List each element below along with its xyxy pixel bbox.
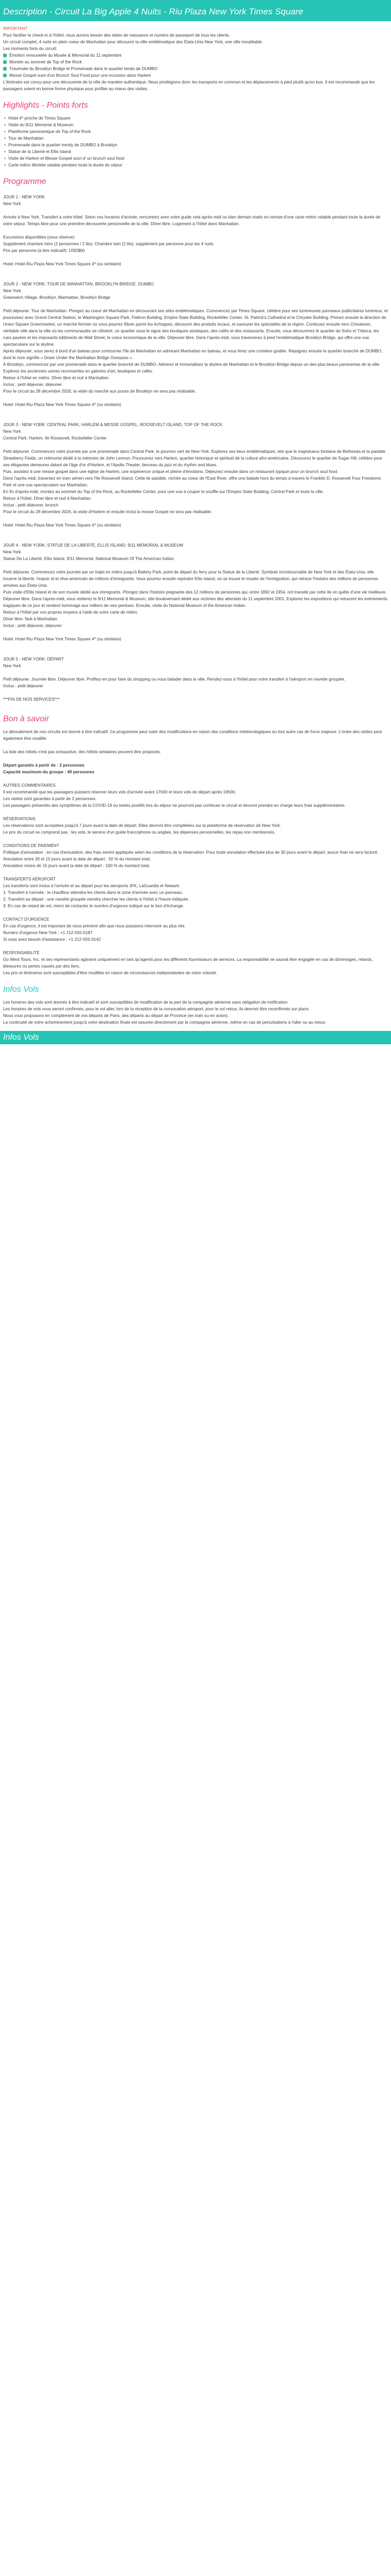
day-text: Inclus : petit déjeuner xyxy=(3,684,43,688)
bon-text: En cas d'urgence, il est important de nous prévenir afin que nous puissions intervenir au plus vite. xyxy=(3,924,186,928)
day-text: Pour le circuit du 28 décembre 2026, la visite du marché aux puces de Brooklyn ne sera pas réalisable. xyxy=(3,389,197,394)
programme-title: Programme xyxy=(3,177,46,186)
bon-capacity: Capacité maximum du groupe : 49 personnes xyxy=(3,770,94,774)
day-place: New York xyxy=(3,664,21,668)
day-text: Inclus : petit déjeuner, déjeuner xyxy=(3,623,62,628)
day-text: Déjeuner libre. Dans l'après-midi, vous visiterez le 9/11 Memorial & Museum, site bouleversant dédié aux victimes des attentats du 11 septembre 2001. Explorez les expositions qui retracent les événements tragiques de ce jour et rendent hommage aux milliers de vies perdues. Ensuite, visite du National Museum of the American Indian. xyxy=(3,597,387,608)
day-sub: Statue De La Liberté, Ellis Island, 9/11 Memorial, National Museum Of The American Indian xyxy=(3,556,174,561)
content xyxy=(0,25,391,1026)
day-text: Retour à l'hôtel. Dîner libre et nuit à Manhattan. xyxy=(3,496,92,501)
page-title: Description - Circuit La Big Apple 4 Nuits - Riu Plaza New York Times Square xyxy=(3,7,303,16)
day-place: New York xyxy=(3,429,21,434)
section-heading: TRANSFERTS AÉROPORT xyxy=(3,877,56,882)
day-heading: JOUR 3 - NEW YORK: CENTRAL PARK, HARLEM & MESSE GOSPEL, ROOSEVELT ISLAND, TOP OF THE ROCK xyxy=(3,422,223,427)
list-item: • Hotel 4* proche de Times Square xyxy=(3,115,388,122)
list-item: • Plateforme panoramique de Top of the Rock xyxy=(3,128,388,135)
bon-text: Les prix et itinéraires sont susceptibles d'être modifiés en raison de circonstances indépendantes de notre volonté. xyxy=(3,971,217,975)
bon-text: 2. Transfert au départ : une navette groupée viendra chercher les clients à l'hôtel à l'heure indiquée. xyxy=(3,897,189,902)
bon-text: Si vous avez besoin d'assistance : +1 212-555-0142 xyxy=(3,937,101,942)
section-heading: CONDITIONS DE PAIEMENT xyxy=(3,843,59,848)
infos-text: Nous vous proposons en complément de vos départs de Paris, des départs au départ de Province (en train ou en avion). xyxy=(3,1013,229,1018)
bon-text: Go West Tours, Inc. et ses représentants agissent uniquement en tant qu'agents pour les différents fournisseurs de services. La responsabilité ne saurait être engagée en cas de dommages, retards, blessures ou pertes causés par des tiers. xyxy=(3,957,373,969)
day-hotel: Hotel: Hotel Riu Plaza New York Times Square 4* (ou similaire) xyxy=(3,637,121,641)
bon-text: 3. En cas de retard de vol, merci de contacter le numéro d'urgence indiqué sur le bon d'échange. xyxy=(3,904,184,908)
day-place: New York xyxy=(3,289,21,293)
bon-text: 1. Transfert à l'arrivée : le chauffeur attendra les clients dans la zone d'arrivée avec un panneau. xyxy=(3,890,183,895)
day-sub: Central Park, Harlem, Ile Roosevelt, Rockefeller Center xyxy=(3,436,107,440)
list-item: Montée au sommet de Top of the Rock xyxy=(3,59,388,65)
list-item: • Promenade dans le quartier trendy de DUMBO à Brooklyn xyxy=(3,142,388,148)
list-item: • Statue de la Liberté et Ellis Island xyxy=(3,148,388,155)
day-hotel: Hotel: Hotel Riu Plaza New York Times Square 4* (ou similaire) xyxy=(3,262,121,266)
day-text: En fin d'après-midi, montez au sommet du Top of the Rock, au Rockefeller Center, pour une vue à couper le souffle sur l'Empire State Building, Central Park et toute la ville. xyxy=(3,489,324,494)
day-heading: JOUR 4 - NEW YORK: STATUE DE LA LIBERTÉ, ELLIS ISLAND, 9/11 MEMORIAL & MUSEUM xyxy=(3,543,183,548)
bon-text: Le prix du circuit ne comprend pas : les vols, le service d'un guide francophone ou anglais, les dépenses personnelles, les repas non mentionnés. xyxy=(3,830,275,835)
day-text: À Brooklyn, commencez par une promenade dans le quartier branché de DUMBO. Admirez et immortalisez la skyline de Manhattan et le Brooklyn Bridge depuis un des plus beaux panoramas de la ville. Explorez les anciennes usines reconverties en galeries d'art, boutiques et cafés. xyxy=(3,362,381,374)
infos-vols-title: Infos Vols xyxy=(3,985,39,994)
day-text: Pour le circuit du 28 décembre 2026, la visite d'Harlem et ensuite inclut la messe Gospel ne sera pas réalisable. xyxy=(3,510,213,514)
highlights-list xyxy=(3,115,388,168)
bon-text: Les transferts sont inclus à l'arrivée et au départ pour les aéroports JFK, LaGuardia et Newark. xyxy=(3,884,181,888)
day-text: Inclus : petit déjeuner, brunch xyxy=(3,503,58,507)
day-text: Arrivée à New York. Transfert à votre hôtel. Selon vos horaires d'arrivée, rencontrez avec votre guide cela après-midi ou bien demain matin en remise d'une carte métro valable pendant toute la durée de votre séjour. Temps libre pour une première découverte personnelle de la ville. Dîner libre. Logement à l'hôtel dans Manhattan. xyxy=(3,215,381,226)
important-line: Un circuit complet, 4 nuits en plein coeur de Manhattan pour découvrir la ville emblématique des États-Unis New York, une ville inoubliable. xyxy=(3,40,263,44)
day-place: New York xyxy=(3,550,21,554)
day-sub: Greenwich Village, Brooklyn, Manhattan, Brooklyn Bridge xyxy=(3,295,110,300)
day-place: New York xyxy=(3,201,21,206)
day-text: Petit déjeuner. Tour de Manhattan. Plongez au coeur de Manhattan en découvrant ses sites emblématiques. Commencez par Times Square, célèbre pour ses lumineuses panneaux publicitaires lumineux, et poursuivez avec Grand Central Station, le Washington Square Park, Flatiron Building, Empire State Building, Rockefeller Center, St. Patrick's Cathedral et le Chrysler Building. Prenez ensuite la direction de Union Square Greenmarket, un marché fermier où vous pourrez flâner parmi les échoppes, découvrir des produits locaux, et savourer les spécialités de la région. Continuez ensuite vers Chinatown, véritable ville dans la ville où les communautés se côtoient, un quartier sous le signe des boutiques asiatiques, des cafés et des restaurants. Ensuite, vous découvrirez le quartier de Soho et Tribeca, les rues pavées et les imposants bâtiments de Wall Street, le coeur économique de la ville. Déjeuner libre. Dans l'après-midi, vous traverserez à pied l'emblématique Brooklyn Bridge, qui offre une vue spectaculaire sur la skyline. xyxy=(3,309,388,347)
bon-text: Politique d'annulation : en cas d'annulation, des frais seront appliqués selon les conditions de la réservation. Pour toute annulation effectuée plus de 30 jours avant le départ, aucun frais ne sera facturé. xyxy=(3,850,379,855)
day-text: Supplément chambre héro (2 personnes / 2 lits). Chambre twin (2 lits): supplément par personne pour les 4 nuits xyxy=(3,242,214,246)
day-3 xyxy=(3,421,388,529)
infos-text: La continuité de votre acheminement jusqu'à votre destination finale est assurée directement par la compagnie aérienne, même en cas de perturbations à l'aller ou au retour. xyxy=(3,1020,327,1025)
bon-text: Les passagers présentés des symptômes de la COVID-19 ou testés positifs lors du séjour ne pourront pas continuer le circuit et devront prendre en charge leurs frais supplémentaires. xyxy=(3,803,346,808)
list-item: Traversée du Brooklyn Bridge et Promenade dans le quartier tendu de DUMBO xyxy=(3,65,388,72)
day-heading: JOUR 2 - NEW YORK: TOUR DE MANHATTAN, BROOKLYN BRIDGE, DUMBO xyxy=(3,282,154,286)
day-hotel: Hotel: Hotel Riu Plaza New York Times Square 4* (ou similaire) xyxy=(3,402,121,407)
bon-text: Les réservations sont acceptées jusqu'à 7 jours avant la date de départ. Elles devront être complétées sur la plateforme de réservation de New York. xyxy=(3,823,281,828)
important-line: Pour faciliter le check-in à l'hôtel, nous aurons besoin des dates de naissance et numéro de passeport de tous les clients. xyxy=(3,33,230,38)
footer-title: Infos Vols xyxy=(3,1033,39,1042)
day-hotel: Hotel: Hotel Riu Plaza New York Times Square 4* (ou similaire) xyxy=(3,523,121,528)
section-heading: CONTACT D'URGENCE xyxy=(3,917,50,922)
list-item: • Carte métro illimitée valable pendant toute la durée du séjour xyxy=(3,162,388,168)
bon-depart: Départ garantis à partir de : 2 personnes xyxy=(3,763,85,768)
end-of-services: ***FIN DE NOS SERVICES*** xyxy=(3,697,60,702)
moments-list xyxy=(3,52,388,79)
list-item: • Visite de Harlem et Messe Gospel suivi d' un brunch soul food xyxy=(3,155,388,162)
list-item: Émotion renouvelée du Musée & Mémorial du 11 septembre xyxy=(3,52,388,59)
footer-band xyxy=(0,1031,391,1044)
day-text: Retour à l'hôtel en métro. Dîner libre et nuit à Manhattan. xyxy=(3,376,110,380)
day-text: Prix par personne (à titre indicatif): USD$60 xyxy=(3,248,85,253)
day-text: Inclus : petit déjeuner, déjeuner xyxy=(3,382,62,387)
day-2 xyxy=(3,281,388,408)
day-1 xyxy=(3,194,388,267)
important-closing: L'itinéraire est conçu pour une découverte de la ville de manière authentique. Nous privilégions donc les transports en commun et les déplacements à pied plutôt qu'en bus. Il est recommandé que les passagers soient en bonne forme physique pour profiter au mieux des visites. xyxy=(3,80,375,91)
bon-text: Numéro d'urgence New York : +1 212-555-0187 xyxy=(3,930,93,935)
highlights-title: Highlights - Points forts xyxy=(3,101,88,110)
day-text: Excursions disponibles (sous réserve): xyxy=(3,235,76,240)
day-text: Petit déjeuner. Commencez votre journée par une promenade dans Central Park, le poumon vert de New York. Explorez ses lieux emblématiques, tels que le majestueux fontaine de Bethesda et la paisible Strawberry Fields, un mémorial dédié à la mémoire de John Lennon. Poursuivez vers Harlem, quartier historique et spirituel de la culture afro-américaine. Découvrez le quartier de Sugar Hill, célèbre pour ses élégantes demeures datant de l'âge d'or d'Harlem, et l'Apollo Theater, berceau du jazz et du rhythm and blues. xyxy=(3,449,385,467)
day-text: Dans l'après-midi, traversez en tram aérien vers l'île Roosevelt Island. Cette ile paisible, nichée au coeur de l'East River, offre une balade hors du temps à travers le Franklin D. Roosevelt Four Freedoms Park et une vue spectaculaire sur Manhattan. xyxy=(3,476,381,487)
important-label: IMPORTANT xyxy=(3,26,28,31)
day-5 xyxy=(3,656,388,703)
bon-text: Il est recommandé que les passagers puissent réserver leurs vols d'arrivée avant 17h00 et leurs vols de départ après 19h00. xyxy=(3,790,236,794)
infos-text: Les horaires des vols sont donnés à titre indicatif et sont susceptibles de modification de la part de la compagnie aérienne sans obligation de notification. xyxy=(3,1000,289,1005)
day-text: Petit déjeuner. Commencez votre journée par un trajet en métro jusqu'à Battery Park, point de départ du ferry pour la Statue de la Liberté. Symbole incontournable de New York et des États-Unis, elle incarne la liberté, l'espoir et le rêve américain de millions d'immigrants. Vous pourrez ensuite rejoindre Ellis Island, où se trouve le musée de l'immigration, qui retrace l'histoire des millions de personnes arrivées aux États-Unis. xyxy=(3,570,379,588)
section-heading: RESPONSABILITÉ xyxy=(3,951,40,955)
page xyxy=(0,0,391,1044)
day-text: Dîner libre. Nuit à Manhattan. xyxy=(3,617,58,621)
bon-a-savoir-title: Bon à savoir xyxy=(3,715,49,723)
header-band xyxy=(0,0,391,21)
list-item: • Tour de Manhattan xyxy=(3,135,388,142)
day-heading: JOUR 5 - NEW YORK: DÉPART xyxy=(3,657,64,662)
day-text: Petit déjeuner. Journée libre. Déjeuner libre. Profitez-en pour faire du shopping ou vous balader dans la ville. Rendez-vous à l'hôtel pour votre transfert à l'aéroport en navette groupée. xyxy=(3,677,346,682)
bon-text: Le déroulement de nos circuits est donné à titre indicatif. Ce programme peut subir des modifications en raison des conditions météorologiques ou tout autre cas de force majeure. L'ordre des visites peut également être modifié. xyxy=(3,730,382,741)
section-heading: RÉSERVATIONS xyxy=(3,817,36,821)
day-text: Retour à l'hôtel par vos propres moyens à l'aide de votre carte de métro. xyxy=(3,610,139,615)
bon-text: Annulation moins de 15 jours avant la date de départ : 100 % du montant total. xyxy=(3,863,150,868)
day-heading: JOUR 1 - NEW YORK xyxy=(3,195,45,199)
bon-text: Les visites sont garanties à partir de 2 personnes. xyxy=(3,796,96,801)
list-item: • Visite du 9/11 Memorial & Museum xyxy=(3,122,388,128)
day-text: Puis visite d'Ellis Island et de son musée dédié aux immigrants. Plongez dans l'histoire poignante des 12 millions de personnes qui, entre 1892 et 1954, ont transité par cette île en quête d'une vie meilleure. xyxy=(3,590,387,595)
list-item: Messe Gospel suivi d'un Brunch Soul Food pour une incursion dans Harlem xyxy=(3,72,388,79)
important-line: Les moments forts du circuit: xyxy=(3,46,57,51)
bon-text: La liste des hôtels n'est pas exhaustive, des hôtels similaires peuvent être proposés. xyxy=(3,750,161,754)
section-heading: AUTRES COMMENTAIRES xyxy=(3,783,56,788)
day-text: Puis, assistez à une messe gospel dans une église de Harlem, une expérience unique et pleine d'émotions. Déjeunez ensuite dans un restaurant typique pour un brunch soul food. xyxy=(3,469,338,474)
day-4 xyxy=(3,542,388,642)
day-text: Après déjeuner, vous serez à bord d'un bateau pour contourner l'île de Manhattan en admirant Manhattan en bateau, et vous ferez une croisière guidée. Rejoignez ensuite le quartier branché de DUMBO, dont le nom signifie « Down Under the Manhattan Bridge Overpass ». xyxy=(3,349,383,360)
bon-text: Annulation entre 30 et 15 jours avant la date de départ : 50 % du montant total. xyxy=(3,857,151,861)
infos-text: Les horaires de vols vous seront confirmés, pour le vol aller, lors de la réception de la convocation aéroport, pour le vol retour, ils devront être reconfirmés sur place. xyxy=(3,1007,310,1011)
